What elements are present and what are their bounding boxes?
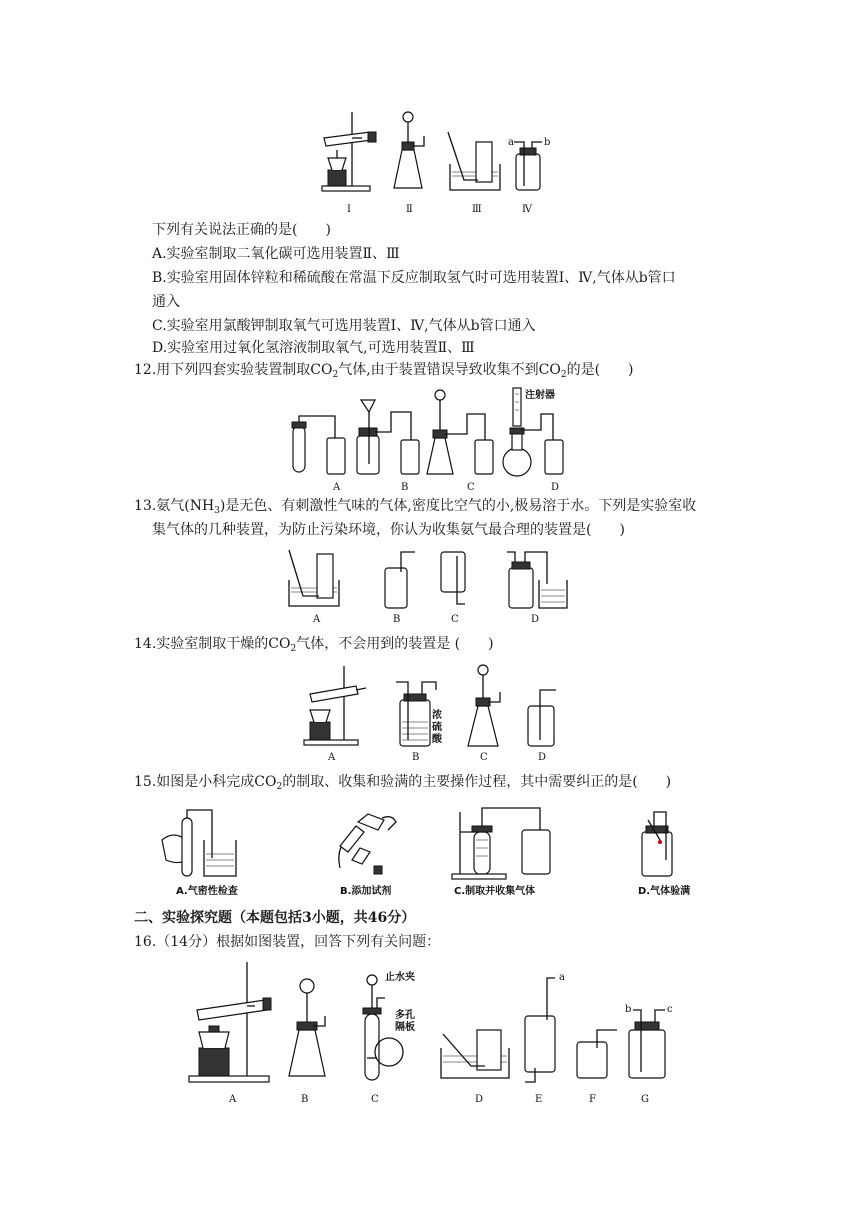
q15-caption-c: C.制取并收集气体 (454, 886, 536, 897)
plate-label-2: 隔板 (395, 1022, 415, 1033)
q12-label-d: D (551, 482, 560, 493)
q15-caption-d: D.气体验满 (638, 886, 691, 897)
q14-apparatus-c (468, 665, 500, 746)
q16-apparatus-d (441, 1030, 509, 1078)
syringe-label: 注射器 (525, 390, 555, 401)
fig11-label-2: Ⅱ (406, 204, 413, 215)
q16-tube-c-label: c (667, 1004, 673, 1015)
q12-label-b: B (401, 482, 409, 493)
q14-stem: 14.实验室制取干燥的$CO_2$气体，不会用到的装置是 ( ) (134, 636, 494, 654)
q12-label-a: A (333, 482, 341, 493)
q12-apparatus-c (427, 390, 493, 474)
q13-apparatus-a (289, 550, 339, 606)
q13-apparatus-figure (285, 544, 575, 626)
q14-apparatus-figure (300, 660, 570, 764)
clip-label: 止水夹 (385, 972, 415, 983)
q13-stem-line1: 13.氨气$(NH_3)$是无色、有刺激性气味的气体,密度比空气的小,极易溶于水。下列是实验室收 (134, 498, 697, 516)
q16-label-a: A (229, 1094, 237, 1105)
q16-label-c: C (371, 1094, 379, 1105)
q13-apparatus-d (507, 552, 567, 608)
q12-apparatus-b (357, 400, 419, 474)
q15-caption-b: B.添加试剂 (340, 886, 392, 897)
acid-label-3: 酸 (432, 734, 442, 745)
q15-apparatus-figure (160, 800, 720, 904)
q16-apparatus-a (189, 962, 271, 1082)
tube-b-label: b (544, 137, 551, 148)
q16-label-e: E (535, 1094, 543, 1105)
q12-label-c: C (467, 482, 475, 493)
q16-tube-b-label: b (625, 1004, 632, 1015)
q13-label-d: D (531, 614, 540, 625)
q14-label-d: D (538, 752, 547, 763)
q16-label-f: F (589, 1094, 596, 1105)
q14-apparatus-a (304, 666, 366, 745)
q11-option-b-line2: 通入 (152, 294, 180, 310)
apparatus-1-heating-tube (322, 112, 376, 191)
q11-apparatus-figure (310, 108, 560, 218)
q11-stem: 下列有关说法正确的是( ) (152, 222, 331, 238)
fig11-label-4: Ⅳ (522, 204, 532, 215)
q11-option-a: A.实验室制取二氧化碳可选用装置Ⅱ、Ⅲ (152, 246, 400, 262)
q12-apparatus-a (292, 416, 345, 474)
q13-stem-line2: 集气体的几种装置，为防止污染环境，你认为收集氨气最合理的装置是( ) (152, 522, 625, 538)
fig11-label-3: Ⅲ (472, 204, 482, 215)
apparatus-3-water-trough (448, 132, 500, 190)
q16-apparatus-b (289, 979, 325, 1076)
apparatus-4-gas-bottle (508, 137, 550, 190)
q16-apparatus-e (525, 972, 565, 1082)
q16-label-b: B (301, 1094, 309, 1105)
q16-apparatus-c (363, 970, 415, 1080)
q13-apparatus-b (385, 552, 415, 608)
q11-option-b-line1: B.实验室用固体锌粒和稀硫酸在常温下反应制取氢气时可选用装置Ⅰ、Ⅳ,气体从b管口 (152, 270, 676, 286)
q16-apparatus-g (625, 1004, 673, 1078)
section-2-title: 二、实验探究题（本题包括3小题，共46分） (134, 910, 416, 926)
q16-stem: 16.（14分）根据如图装置，回答下列有关问题： (134, 934, 441, 950)
q14-label-c: C (480, 752, 488, 763)
q13-label-a: A (313, 614, 321, 625)
q15-stem: 15.如图是小科完成$CO_2$的制取、收集和验满的主要操作过程，其中需要纠正的是( ) (134, 774, 672, 792)
q14-apparatus-d (528, 690, 556, 746)
q15-image-c-produce-collect (452, 808, 550, 897)
q16-label-d: D (475, 1094, 484, 1105)
q16-apparatus-figure (185, 958, 675, 1108)
q13-label-b: B (393, 614, 401, 625)
q15-image-b-add-reagent (339, 814, 396, 897)
q12-apparatus-d (503, 388, 563, 476)
tube-a-label: a (508, 137, 514, 148)
q12-stem: 12.用下列四套实验装置制取$CO_2$气体,由于装置错误导致收集不到$CO_2$的是( ) (134, 362, 634, 380)
q14-label-b: B (412, 752, 420, 763)
q11-option-c: C.实验室用氯酸钾制取氧气可选用装置Ⅰ、Ⅳ,气体从b管口通入 (152, 318, 536, 334)
acid-label-1: 浓 (432, 710, 442, 721)
plate-label-1: 多孔 (395, 1010, 415, 1021)
q16-apparatus-f (577, 1030, 617, 1078)
apparatus-2-flask-funnel (394, 112, 424, 188)
q15-image-d-check-full (638, 812, 690, 897)
q15-caption-a: A.气密性检查 (176, 886, 238, 897)
q11-option-d: D.实验室用过氧化氢溶液制取氧气,可选用装置Ⅱ、Ⅲ (152, 340, 475, 356)
q16-tube-a-label: a (559, 972, 565, 983)
q14-label-a: A (328, 752, 336, 763)
q14-apparatus-b (396, 682, 443, 746)
q15-image-a-airtight-check (162, 810, 238, 897)
fig11-label-1: Ⅰ (347, 204, 351, 215)
q16-label-g: G (641, 1094, 649, 1105)
q12-apparatus-figure (285, 384, 575, 494)
q13-apparatus-c (441, 552, 465, 604)
q13-label-c: C (451, 614, 459, 625)
acid-label-2: 硫 (432, 722, 442, 733)
